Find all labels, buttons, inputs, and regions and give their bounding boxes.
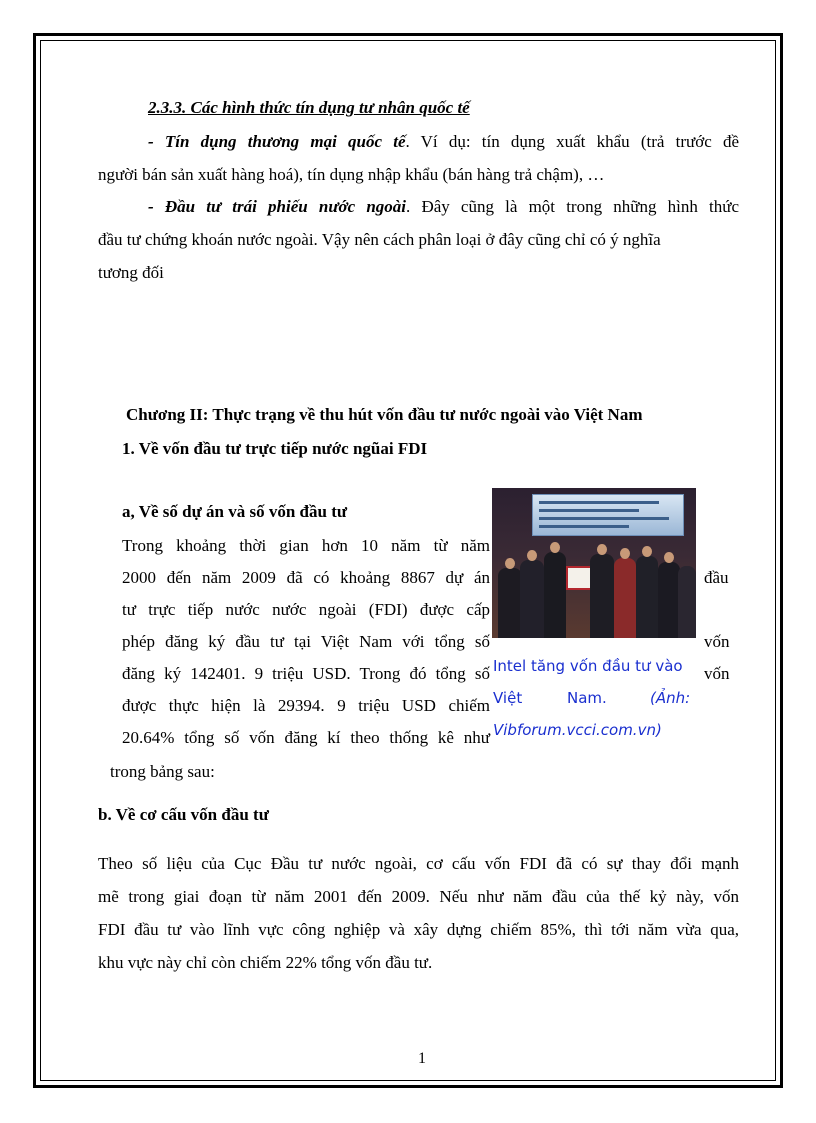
para-a-right-word: vốn	[704, 664, 730, 683]
para-a-line: phép đăng ký đầu tư tại Việt Nam với tổng số	[122, 632, 490, 651]
subsection-1-heading: 1. Về vốn đầu tư trực tiếp nước ngũai FDI	[122, 439, 428, 458]
photo-banner	[532, 494, 684, 536]
section-heading: 2.3.3. Các hình thức tín dụng tư nhân quốc tế	[148, 98, 470, 117]
item1-term: - Tín dụng thương mại quốc tế	[148, 132, 406, 151]
photo-caption-line1: Intel tăng vốn đầu tư vào	[493, 657, 683, 675]
para-b-line: khu vực này chỉ còn chiếm 22% tổng vốn đầu tư.	[98, 953, 433, 972]
photo-caption-line2b: Nam.	[567, 689, 607, 707]
item1-line2: người bán sản xuất hàng hoá), tín dụng nhập khẩu (bán hàng trả chậm), …	[98, 165, 605, 184]
para-a-line: Trong khoảng thời gian hơn 10 năm từ năm	[122, 536, 490, 555]
subsection-b-heading: b. Về cơ cấu vốn đầu tư	[98, 805, 269, 824]
item2-line2: đầu tư chứng khoán nước ngoài. Vậy nên cách phân loại ở đây cũng chỉ có ý nghĩa	[98, 230, 661, 249]
para-b-line: Theo số liệu của Cục Đầu tư nước ngoài, cơ cấu vốn FDI đã có sự thay đổi mạnh	[98, 854, 739, 873]
para-a-line: được thực hiện là 29394. 9 triệu USD chiếm	[122, 696, 490, 715]
para-a-line: đăng ký 142401. 9 triệu USD. Trong đó tổng số	[122, 664, 490, 683]
subsection-a-heading: a, Về số dự án và số vốn đầu tư	[122, 502, 348, 521]
chapter-title: Chương II: Thực trạng về thu hút vốn đầu tư nước ngoài vào Việt Nam	[126, 405, 643, 424]
para-a-line: 2000 đến năm 2009 đã có khoảng 8867 dự án	[122, 568, 490, 587]
intel-ceremony-photo	[492, 488, 696, 638]
certificate-frame	[566, 566, 592, 590]
item2-term: - Đầu tư trái phiếu nước ngoài	[148, 197, 407, 216]
item2-text: . Đây cũng là một trong những hình thức	[406, 197, 739, 216]
para-a-line: trong bảng sau:	[110, 762, 215, 781]
para-a-line: tư trực tiếp nước nước ngoài (FDI) được cấp	[122, 600, 490, 619]
photo-caption-line2c: (Ảnh:	[650, 689, 691, 707]
para-a-line: 20.64% tổng số vốn đăng kí theo thống kê như	[122, 728, 490, 747]
item1-line1	[148, 132, 739, 152]
item2-line1	[148, 197, 739, 217]
photo-caption-line2a: Việt	[493, 689, 523, 707]
item1-text: . Ví dụ: tín dụng xuất khẩu (trả trước đề	[405, 132, 739, 151]
para-b-line: mẽ trong giai đoạn từ năm 2001 đến 2009. Nếu như năm đầu của thế kỷ này, vốn	[98, 887, 739, 906]
para-b-line: FDI đầu tư vào lĩnh vực công nghiệp và xây dựng chiếm 85%, thì tới năm vừa qua,	[98, 920, 739, 939]
para-a-right-word: vốn	[704, 632, 730, 651]
photo-caption-line3: Vibforum.vcci.com.vn)	[493, 721, 662, 739]
item2-line3: tương đối	[98, 263, 164, 282]
para-a-right-word: đầu	[704, 568, 729, 587]
page-number: 1	[418, 1050, 426, 1067]
